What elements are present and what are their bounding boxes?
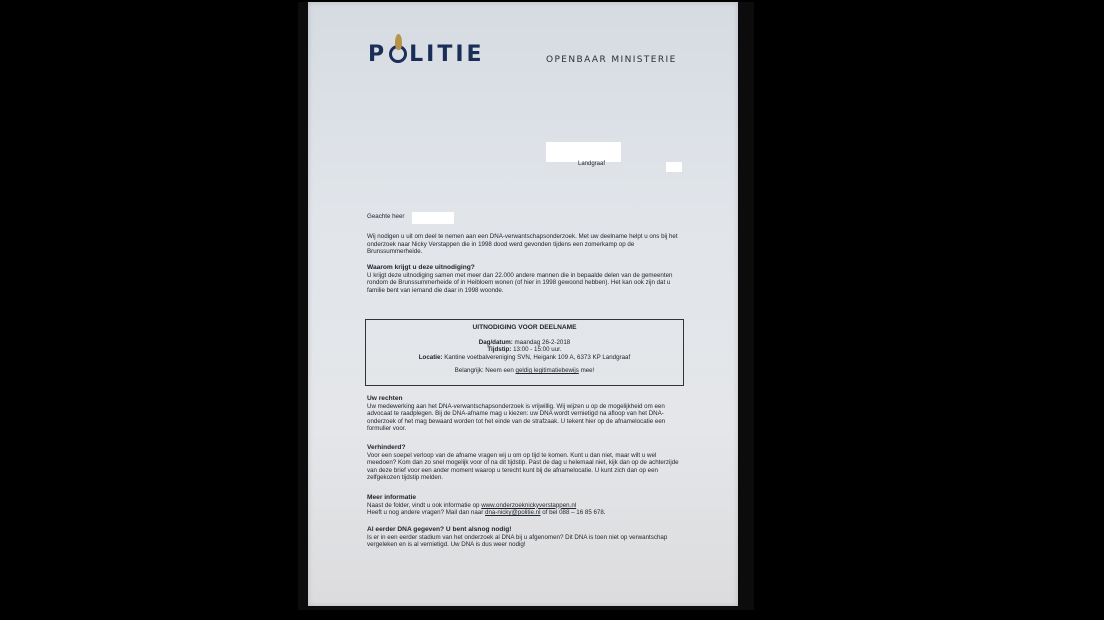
important-pre: Belangrijk: Neem een <box>454 367 514 375</box>
hindered-section <box>367 444 687 482</box>
phone-text: of bel 088 – 16 85 678. <box>542 509 606 517</box>
hindered-heading: Verhinderd? <box>367 444 406 451</box>
website-link: www.onderzoeknickyverstappen.nl <box>481 501 577 509</box>
greeting: Geachte heer <box>367 213 405 220</box>
email-link: dna-nicky@politie.nl <box>485 509 541 517</box>
invitation-box <box>365 319 684 386</box>
why-heading: Waarom krijgt u deze uitnodiging? <box>367 264 475 271</box>
earlier-dna-body: Is er in een eerder stadium van het onderzoek al DNA bij u afgenomen? Dit DNA is toen niet op verwantschap vergeleken en is al vernietigd. Uw DNA is dus weer nodig! <box>367 533 668 549</box>
rights-body: Uw medewerking aan het DNA-verwantschapsonderzoek is vrijwillig. Wij wijzen u op de mogelijkheid om een advocaat te raadplegen. Bij de DNA-afname mag u kiezen: uw DNA wordt vernietigd na afloop van het DNA-onderzoek of het mag bewaard worden tot het einde van de strafzaak. U tekent hier op de afnamelocatie een formulier voor. <box>367 402 666 433</box>
why-section <box>367 264 687 294</box>
more-info-heading: Meer informatie <box>367 494 417 501</box>
earlier-dna-heading: Al eerder DNA gegeven? U bent alsnog nodig! <box>367 526 512 533</box>
location-value: Kantine voetbalvereniging SVN, Heigank 109 A, 6373 KP Landgraaf <box>444 353 631 361</box>
earlier-dna-section <box>367 526 687 549</box>
rights-heading: Uw rechten <box>367 395 403 402</box>
location-label: Locatie: <box>418 353 443 361</box>
organisation-name: OPENBAAR MINISTERIE <box>546 55 677 65</box>
letter-paper <box>308 2 738 606</box>
politie-logo: P LITIE <box>368 42 485 66</box>
time-label: Tijdstip: <box>487 346 512 354</box>
more-line2: Heeft u nog andere vragen? Mail dan naar <box>367 509 484 517</box>
why-body: U krijgt deze uitnodiging samen met meer dan 22.000 andere mannen die in bepaalde delen van de gemeenten rondom de Brunssummerheide of in Heibloem wonen (of hier in 1998 gewoond hebben). Het kan ook zijn dat u familie bent van iemand die daar in 1998 woonde. <box>367 271 673 294</box>
address-city: Landgraaf <box>578 161 606 167</box>
more-info-section <box>367 494 687 517</box>
hindered-body: Voor een soepel verloop van de afname vragen wij u om op tijd te komen. Kunt u dan niet, maar wilt u wel meedoen? Kom dan zo snel mogelijk voor of na dit tijdstip. Past de dag u helemaal niet, kijk dan op de achterzijde van deze brief voor een ander moment waarop u terecht kunt bij de afnamelocatie. U kunt zich dan op een zelfgekozen tijdstip melden. <box>367 451 679 482</box>
redacted-postcode-block <box>666 162 682 172</box>
id-requirement-link: geldig legitimatiebewijs <box>515 367 579 375</box>
redacted-name-block <box>546 142 621 162</box>
important-post: mee! <box>580 367 595 375</box>
invitation-title: UITNODIGING VOOR DEELNAME <box>472 324 577 331</box>
date-value: maandag 26-2-2018 <box>514 338 571 346</box>
time-value: 13:00 - 15:00 uur. <box>513 346 562 354</box>
flame-emblem-icon <box>389 45 407 63</box>
more-line1: Naast de folder, vindt u ook informatie op <box>367 501 480 509</box>
rights-section <box>367 395 687 433</box>
date-label: Dag/datum: <box>478 338 513 346</box>
intro-paragraph: Wij nodigen u uit om deel te nemen aan een DNA-verwantschapsonderzoek. Met uw deelname helpt u ons bij het onderzoek naar Nicky Verstappen die in 1998 dood werd gevonden tijdens een zomerkamp op de Brunssummerheide. <box>367 233 678 256</box>
redacted-surname <box>412 212 454 224</box>
